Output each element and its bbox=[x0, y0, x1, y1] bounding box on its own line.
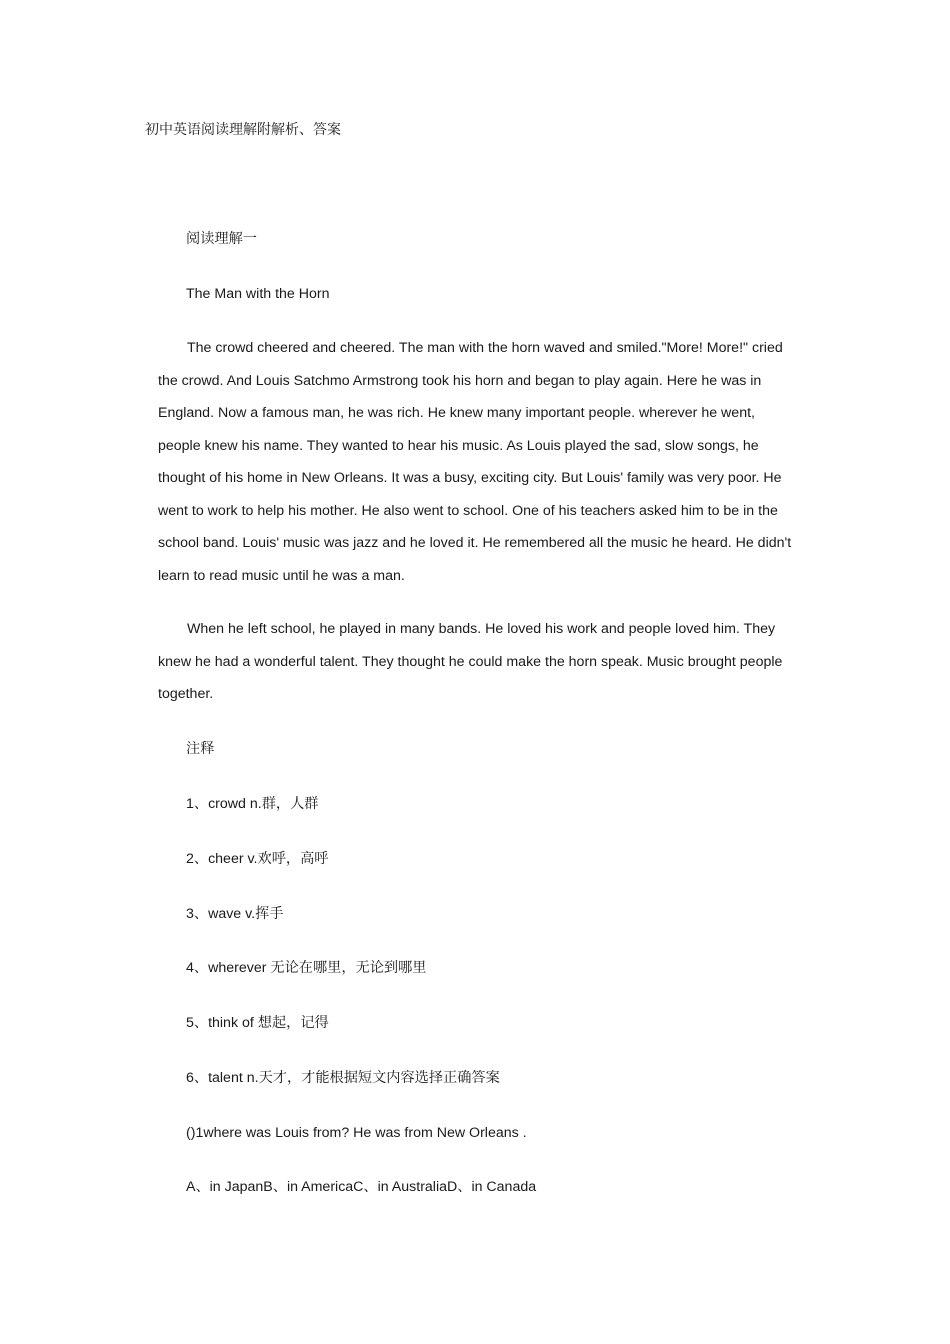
section-heading: 阅读理解一 bbox=[186, 231, 257, 247]
note-item bbox=[186, 1013, 329, 1033]
story-paragraph-1: The crowd cheered and cheered. The man with the horn waved and smiled."More! More!" cried the crowd. And Louis Satchmo Armstrong took his horn and began to play again. Here he was in England. Now a famous man, he was rich. He knew many important people. wherever he went, people knew his name. They wanted to hear his music. As Louis played the sad, slow songs, he thought of his home in New Orleans. It was a busy, exciting city. But Louis' family was very poor. He went to work to help his mother. He also went to school. One of his teachers asked him to be in the school band. Louis' music was jazz and he loved it. He remembered all the music he heard. He didn't learn to read music until he was a man. bbox=[158, 340, 792, 584]
story-paragraph-2: When he left school, he played in many bands. He loved his work and people loved him. They knew he had a wonderful talent. They thought he could make the horn speak. Music brought people together. bbox=[158, 621, 783, 702]
question-text: ()1where was Louis from? He was from New Orleans . bbox=[186, 1125, 527, 1141]
note-term: 1、crowd n. bbox=[186, 796, 262, 812]
note-item bbox=[186, 849, 328, 869]
note-term: 3、wave v. bbox=[186, 906, 256, 922]
note-gloss: 无论在哪里，无论到哪里 bbox=[270, 960, 427, 976]
note-item bbox=[186, 904, 284, 924]
note-item bbox=[186, 1068, 500, 1088]
note-gloss: 群，人群 bbox=[261, 796, 319, 812]
note-gloss: 挥手 bbox=[255, 906, 284, 922]
note-term: 6、talent n. bbox=[186, 1070, 259, 1086]
note-gloss: 想起，记得 bbox=[257, 1015, 329, 1031]
note-item bbox=[186, 794, 318, 814]
notes-heading: 注释 bbox=[186, 741, 215, 757]
note-term: 4、wherever bbox=[186, 960, 271, 976]
question-options: A、in JapanB、in AmericaC、in AustraliaD、in Canada bbox=[186, 1179, 537, 1195]
note-term: 2、cheer v. bbox=[186, 851, 258, 867]
note-item bbox=[186, 958, 426, 978]
note-term: 5、think of bbox=[186, 1015, 258, 1031]
note-gloss: 欢呼，高呼 bbox=[257, 851, 329, 867]
document-title: 初中英语阅读理解附解析、答案 bbox=[145, 122, 341, 138]
note-gloss: 天才，才能根据短文内容选择正确答案 bbox=[258, 1070, 500, 1086]
story-title: The Man with the Horn bbox=[186, 286, 330, 302]
